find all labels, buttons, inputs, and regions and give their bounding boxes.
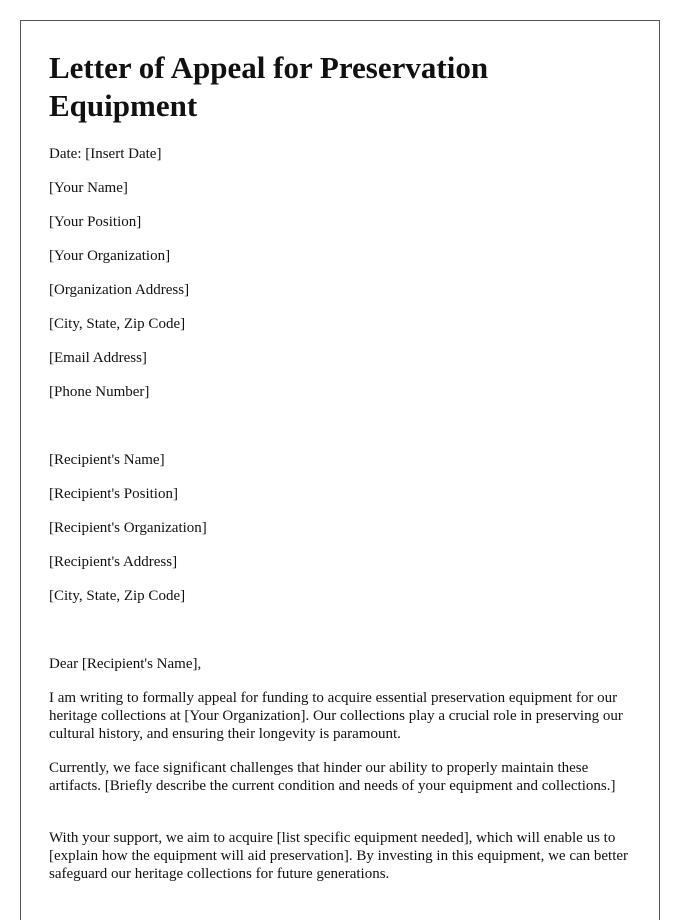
body-paragraph: I am writing to formally appeal for funding to acquire essential preservation equipment for our heritage collections at [Your Organization]. Our collections play a crucial role in preserving our cultural history, and ensuring their longevity is paramount. (49, 690, 623, 742)
letter-page (20, 20, 660, 920)
body-paragraph: Currently, we face significant challenges that hinder our ability to properly maintain these artifacts. [Briefly describe the current condition and needs of your equipment and collections.] (49, 760, 616, 794)
sender-name: [Your Name] (49, 180, 128, 196)
recipient-address: [Recipient's Address] (49, 554, 178, 570)
sender-phone: [Phone Number] (49, 384, 150, 400)
recipient-city-state-zip: [City, State, Zip Code] (49, 588, 186, 604)
recipient-organization: [Recipient's Organization] (49, 520, 207, 536)
sender-organization: [Your Organization] (49, 248, 171, 264)
sender-address: [Organization Address] (49, 282, 190, 298)
sender-position: [Your Position] (49, 214, 142, 230)
salutation: Dear [Recipient's Name], (49, 656, 202, 672)
recipient-name: [Recipient's Name] (49, 452, 165, 468)
sender-city-state-zip: [City, State, Zip Code] (49, 316, 186, 332)
recipient-position: [Recipient's Position] (49, 486, 178, 502)
body-paragraph: With your support, we aim to acquire [list specific equipment needed], which will enable us to [explain how the equipment will aid preservation]. By investing in this equipment, we can better safeguard our heritage collections for future generations. (49, 830, 629, 882)
sender-email: [Email Address] (49, 350, 147, 366)
date-line: Date: [Insert Date] (49, 146, 162, 162)
letter-title: Letter of Appeal for Preservation Equipment (49, 50, 489, 123)
